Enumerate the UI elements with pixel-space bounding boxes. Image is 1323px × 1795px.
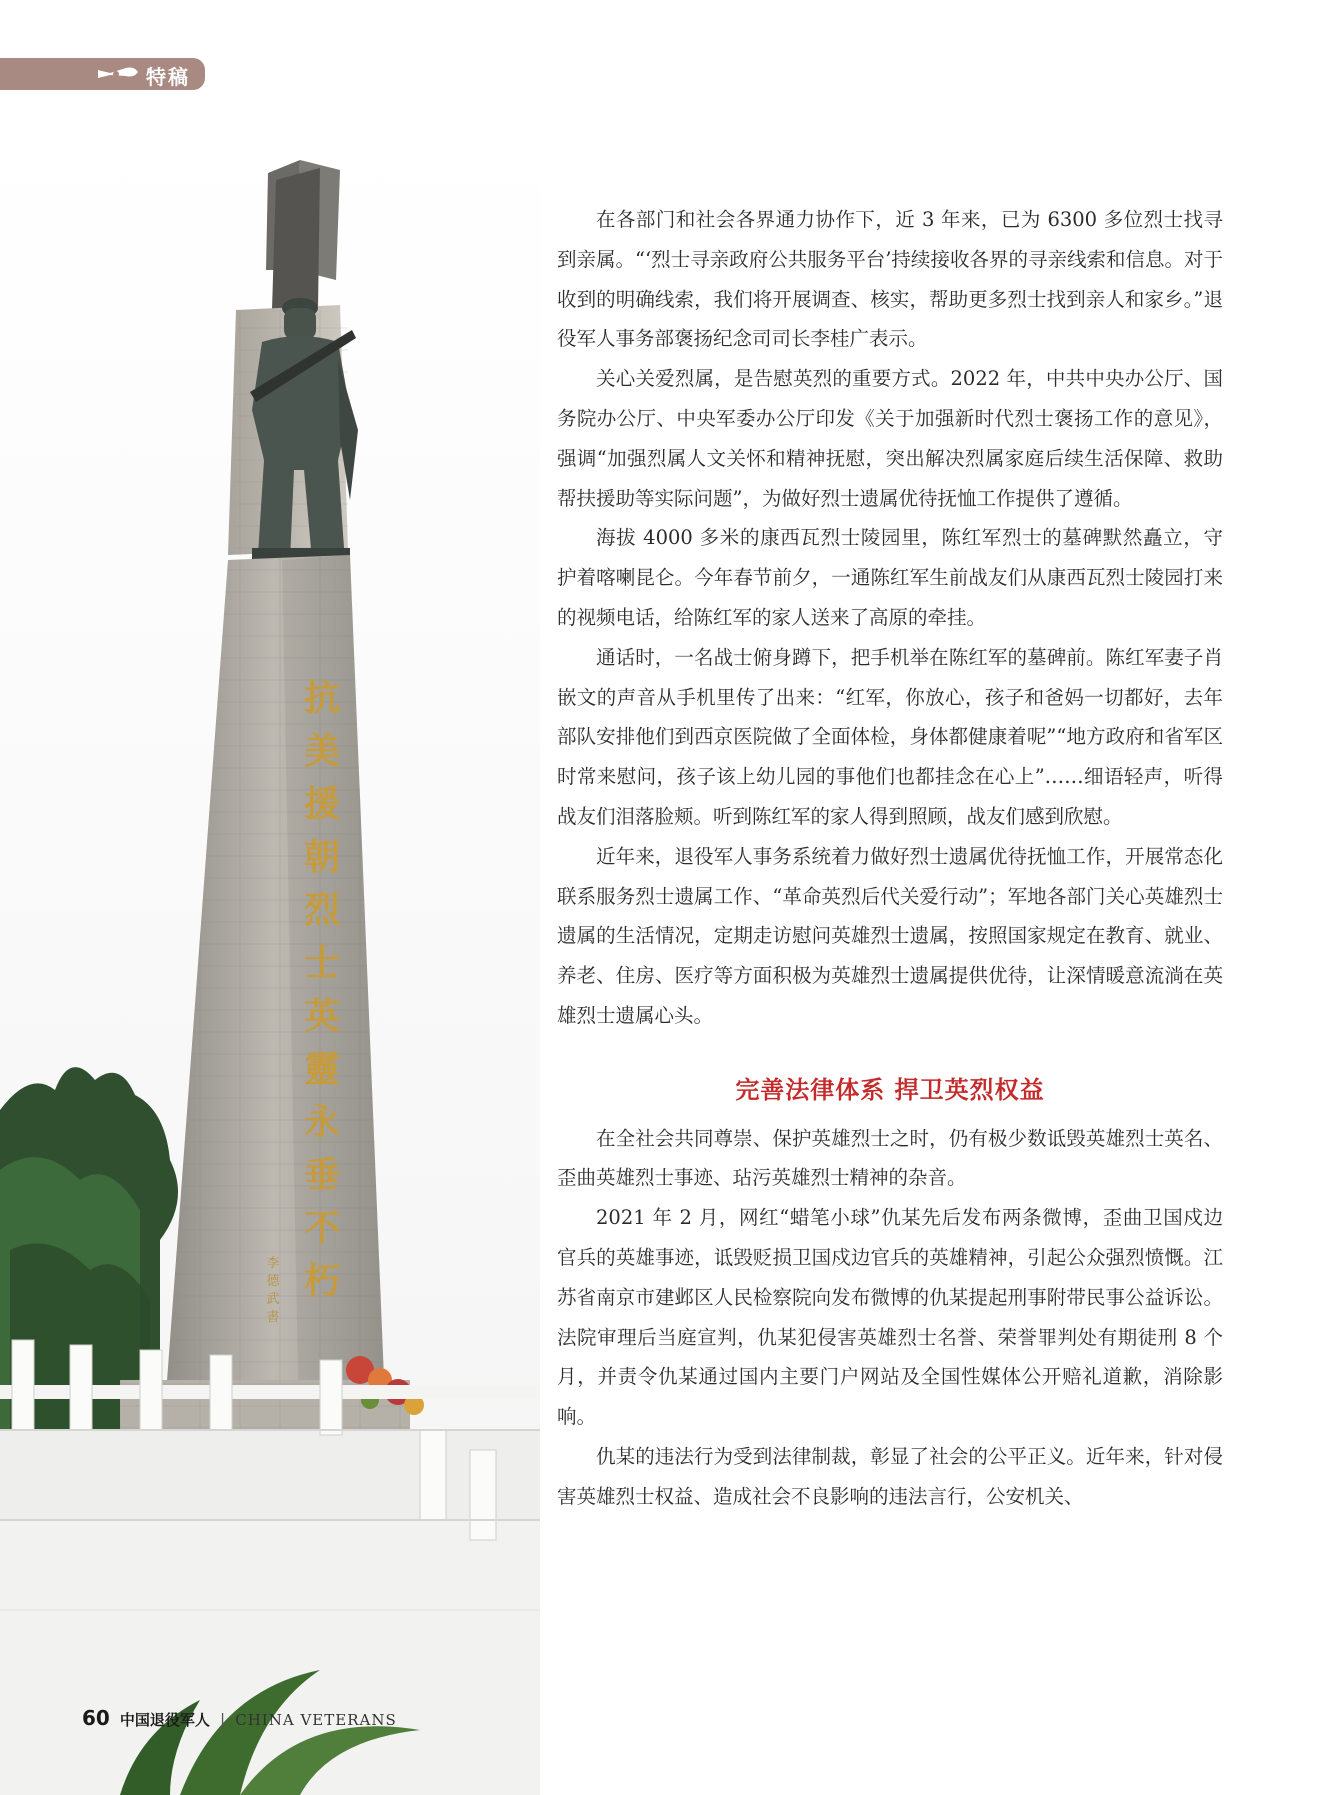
paragraph: 2021 年 2 月，网红“蜡笔小球”仇某先后发布两条微博，歪曲卫国戍边官兵的英雄事迹，诋毁贬损卫国戍边官兵的英雄精神，引起公众强烈愤慨。江苏省南京市建邺区人民检察院向发布微博的仇某提起刑事附带民事公益诉讼。法院审理后当庭宣判，仇某犯侵害英雄烈士名誉、荣誉罪判处有期徒刑 8 个月，并责令仇某通过国内主要门户网站及全国性媒体公开赔礼道歉，消除影响。 <box>557 1206 1223 1429</box>
inscription-char: 美 <box>303 730 340 772</box>
section-heading: 完善法律体系 捍卫英烈权益 <box>735 1075 1045 1104</box>
footer-separator: | <box>219 1710 226 1729</box>
inscription-char: 朽 <box>303 1260 340 1302</box>
paragraph: 仇某的违法行为受到法律制裁，彰显了社会的公平正义。近年来，针对侵害英雄烈士权益、造成社会不良影响的违法言行，公安机关、 <box>557 1444 1223 1508</box>
page-number: 60 <box>82 1706 110 1730</box>
inscription-char: 不 <box>303 1207 340 1249</box>
inscription-char: 英 <box>303 995 340 1037</box>
magazine-name: 中国退役军人 <box>119 1711 210 1729</box>
signature-char: 書 <box>266 1310 280 1325</box>
page-footer <box>82 1706 397 1730</box>
signature-char: 德 <box>266 1274 280 1289</box>
inscription-char: 永 <box>303 1101 340 1143</box>
paragraph: 在全社会共同尊崇、保护英雄烈士之时，仍有极少数诋毁英雄烈士英名、歪曲英雄烈士事迹、玷污英雄烈士精神的杂音。 <box>557 1126 1223 1190</box>
signature-char: 李 <box>266 1256 280 1271</box>
inscription-char: 士 <box>303 942 340 984</box>
inscription-char: 烈 <box>303 889 340 931</box>
section-label: 特稿 <box>146 65 190 89</box>
paragraph: 通话时，一名战士俯身蹲下，把手机举在陈红军的墓碑前。陈红军妻子肖嵌文的声音从手机里传了出来：“红军，你放心，孩子和爸妈一切都好，去年部队安排他们到西京医院做了全面体检，身体都健康着呢”“地方政府和省军区时常来慰问，孩子该上幼儿园的事他们也都挂念在心上”……细语轻声，听得战友们泪落脸颊。听到陈红军的家人得到照顾，战友们感到欣慰。 <box>557 645 1223 828</box>
inscription-char: 朝 <box>303 836 340 878</box>
monument-photo <box>0 130 540 1795</box>
magazine-name-en: CHINA VETERANS <box>235 1711 397 1729</box>
inscription-char: 援 <box>303 783 340 825</box>
inscription-char: 抗 <box>303 677 340 719</box>
paragraph: 在各部门和社会各界通力协作下，近 3 年来，已为 6300 多位烈士找寻到亲属。“‘烈士寻亲政府公共服务平台’持续接收各界的寻亲线索和信息。对于收到的明确线索，我们将开展调查、核实，帮助更多烈士找到亲人和家乡。”退役军人事务部褒扬纪念司司长李桂广表示。 <box>557 208 1223 351</box>
paragraph: 关心关爱烈属，是告慰英烈的重要方式。2022 年，中共中央办公厅、国务院办公厅、中央军委办公厅印发《关于加强新时代烈士褒扬工作的意见》，强调“加强烈属人文关怀和精神抚慰，突出解决烈属家庭后续生活保障、救助帮扶援助等实际问题”，为做好烈士遗属优待抚恤工作提供了遵循。 <box>557 367 1223 510</box>
article-body <box>557 200 1223 1517</box>
inscription-char: 垂 <box>303 1154 340 1196</box>
paragraph: 海拔 4000 多米的康西瓦烈士陵园里，陈红军烈士的墓碑默然矗立，守护着喀喇昆仑。今年春节前夕，一通陈红军生前战友们从康西瓦烈士陵园打来的视频电话，给陈红军的家人送来了高原的牵挂。 <box>557 526 1223 629</box>
bugle-icon <box>96 64 140 84</box>
monument-inscription <box>297 672 347 1308</box>
inscription-signature <box>265 1255 281 1327</box>
paragraph: 近年来，退役军人事务系统着力做好烈士遗属优待抚恤工作，开展常态化联系服务烈士遗属工作、“革命英烈后代关爱行动”；军地各部门关心英雄烈士遗属的生活情况，定期走访慰问英雄烈士遗属，按照国家规定在教育、就业、养老、住房、医疗等方面积极为英雄烈士遗属提供优待，让深情暖意流淌在英雄烈士遗属心头。 <box>557 844 1223 1027</box>
section-badge <box>0 58 205 90</box>
inscription-char: 靈 <box>303 1048 340 1090</box>
signature-char: 武 <box>266 1292 280 1307</box>
